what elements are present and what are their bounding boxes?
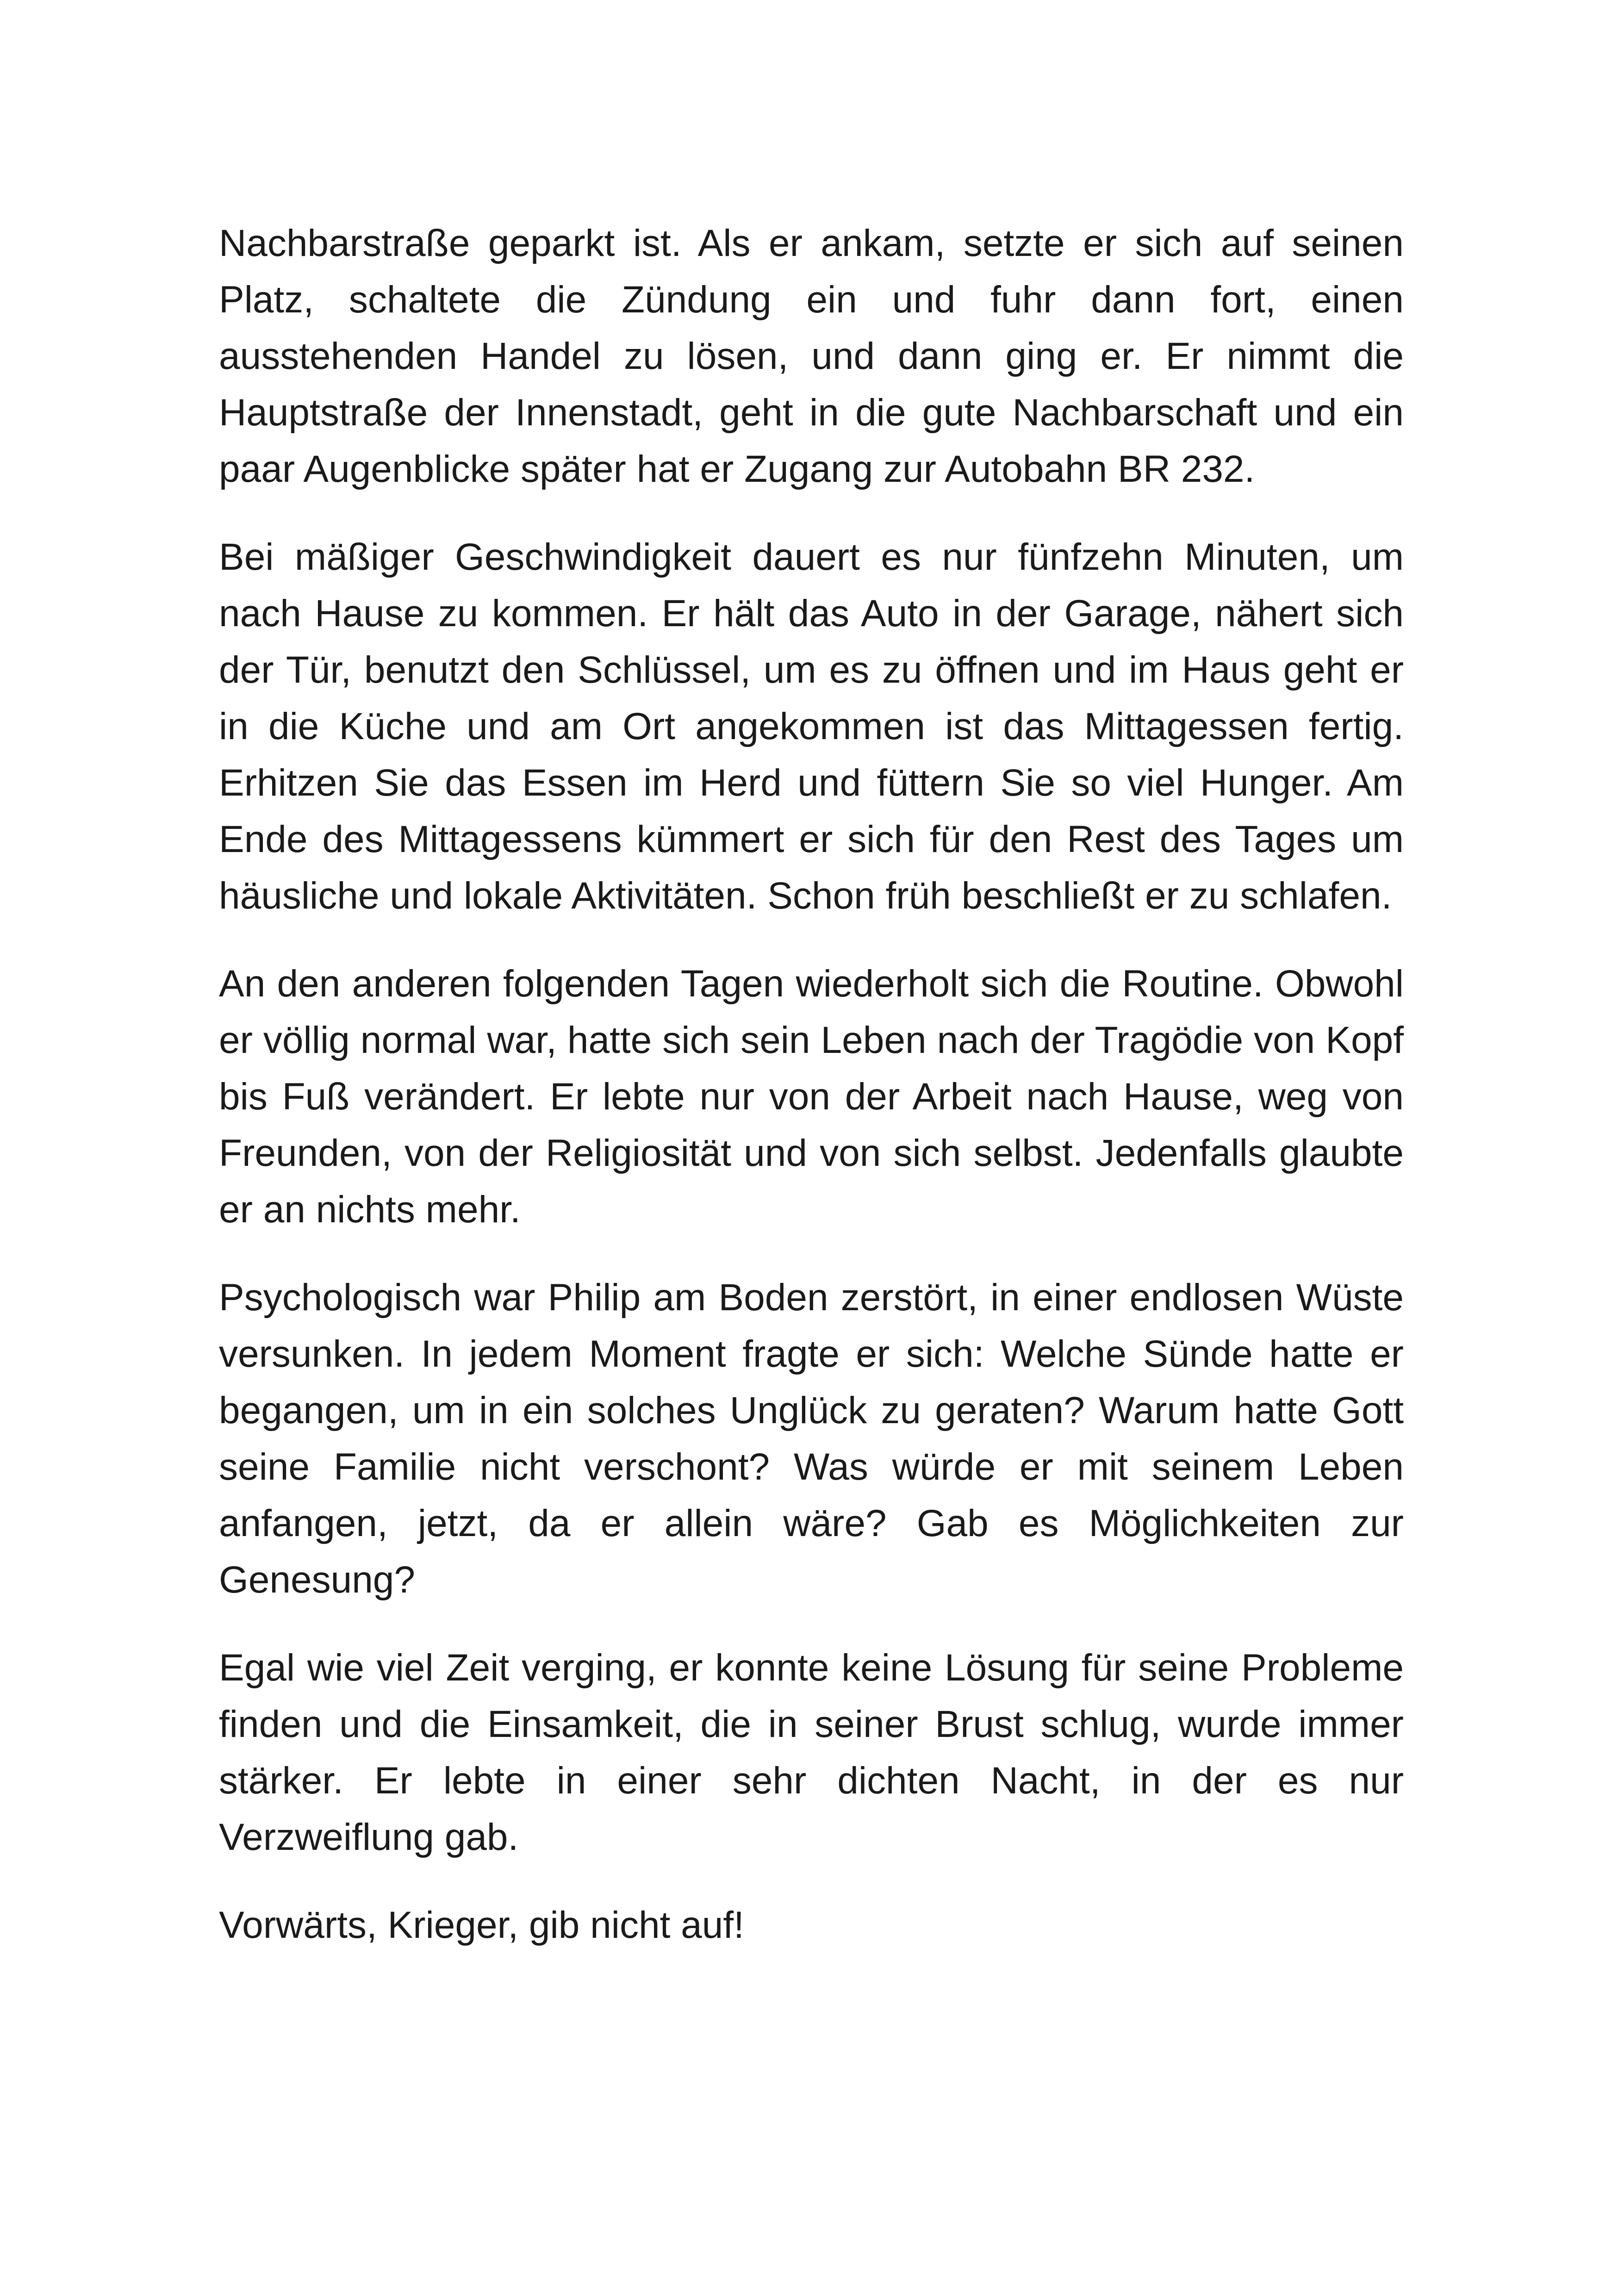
body-text [219,215,1404,1985]
paragraph-1: Nachbarstraße geparkt ist. Als er ankam, setzte er sich auf seinen Platz, schaltete die Zündung ein und fuhr dann fort, einen ausstehenden Handel zu lösen, und dann ging er. Er nimmt die Hauptstraße der Innenstadt, geht in die gute Nachbarschaft und ein paar Augenblicke später hat er Zugang zur Autobahn BR 232. [219,222,1404,490]
paragraph-3: An den anderen folgenden Tagen wiederholt sich die Routine. Obwohl er völlig normal war, hatte sich sein Leben nach der Tragödie von Kopf bis Fuß verändert. Er lebte nur von der Arbeit nach Hause, weg von Freunden, von der Religiosität und von sich selbst. Jedenfalls glaubte er an nichts mehr. [219,963,1404,1231]
paragraph-5: Egal wie viel Zeit verging, er konnte keine Lösung für seine Probleme finden und die Einsamkeit, die in seiner Brust schlug, wurde immer stärker. Er lebte in einer sehr dichten Nacht, in der es nur Verzweiflung gab. [219,1647,1404,1858]
paragraph-4: Psychologisch war Philip am Boden zerstört, in einer endlosen Wüste versunken. In jedem Moment fragte er sich: Welche Sünde hatte er begangen, um in ein solches Unglück zu geraten? Warum hatte Gott seine Familie nicht verschont? Was würde er mit seinem Leben anfangen, jetzt, da er allein wäre? Gab es Möglichkeiten zur Genesung? [219,1276,1404,1601]
paragraph-6: Vorwärts, Krieger, gib nicht auf! [219,1904,744,1946]
paragraph-2: Bei mäßiger Geschwindigkeit dauert es nur fünfzehn Minuten, um nach Hause zu kommen. Er hält das Auto in der Garage, nähert sich der Tür, benutzt den Schlüssel, um es zu öffnen und im Haus geht er in die Küche und am Ort angekommen ist das Mittagessen fertig. Erhitzen Sie das Essen im Herd und füttern Sie so viel Hunger. Am Ende des Mittagessens kümmert er sich für den Rest des Tages um häusliche und lokale Aktivitäten. Schon früh beschließt er zu schlafen. [219,536,1404,917]
